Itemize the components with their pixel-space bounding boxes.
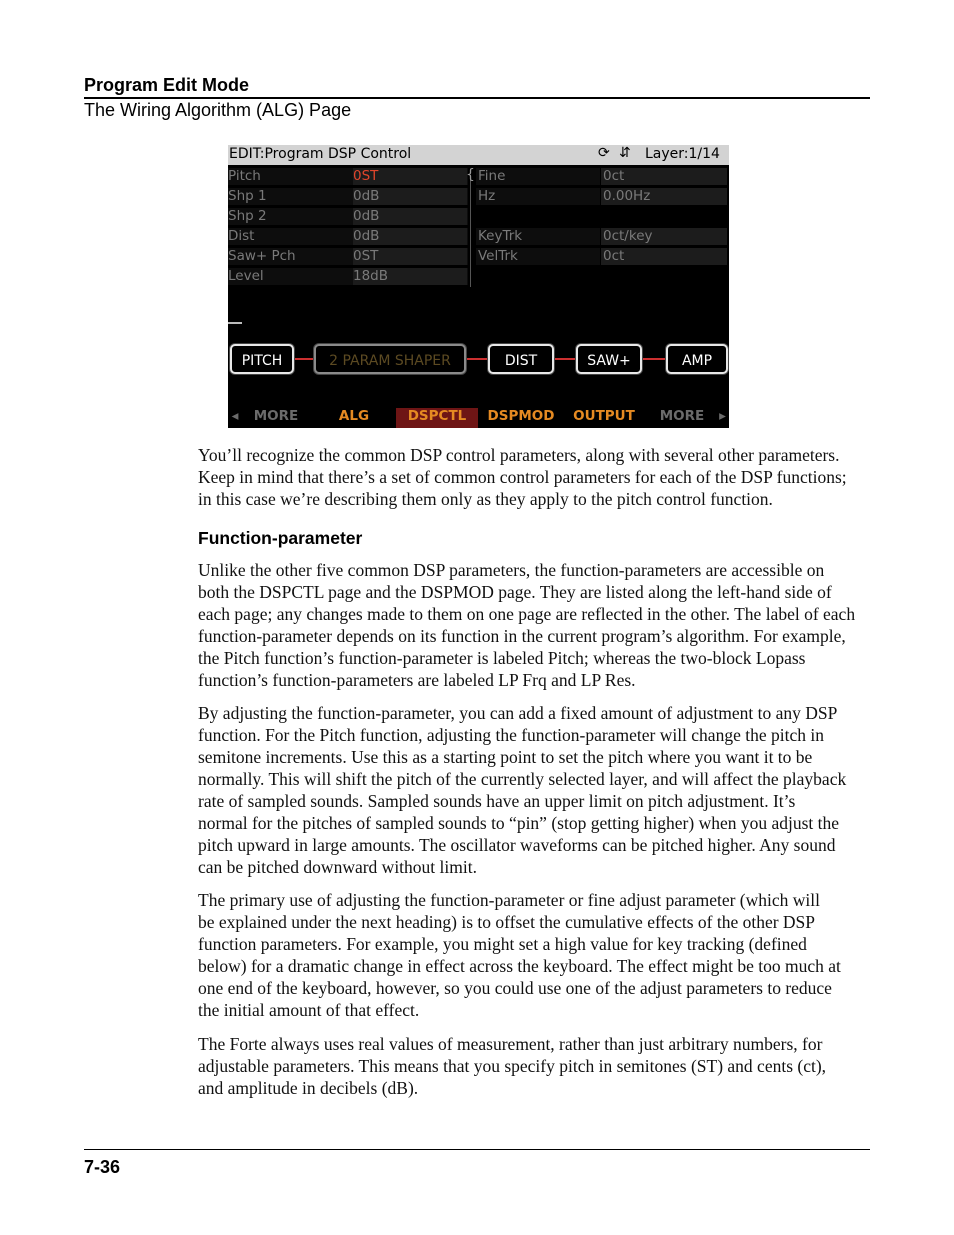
param-label-cell xyxy=(476,168,600,185)
lcd-screen xyxy=(228,145,729,428)
text-line: each page; any changes made to them on one page are reflected in the other. The label of each xyxy=(198,604,856,624)
text-line: normal for the pitches of sampled sounds to “pin” (stop getting higher) when you adjust the xyxy=(198,813,840,833)
softkey-alg[interactable]: ALG xyxy=(338,408,370,424)
text-line: one end of the keyboard, however, so you could use one of the adjust parameters to reduce xyxy=(198,978,832,998)
text-line: adjustable parameters. This means that you specify pitch in semitones (ST) and cents (ct), xyxy=(198,1056,827,1076)
paragraph xyxy=(198,702,874,878)
screen-title-bar xyxy=(228,145,729,165)
param-value: 0dB xyxy=(353,208,380,224)
footer-rule xyxy=(84,1149,870,1150)
text-line: Keep in mind that there’s a set of common control parameters for each of the DSP functions; xyxy=(198,467,847,487)
left-arrow-icon: ◂ xyxy=(231,408,239,424)
text-line: function-parameter depends on its function in the current program’s algorithm. For example, xyxy=(198,626,846,646)
param-row[interactable] xyxy=(228,208,729,226)
text-line: below) for a dramatic change in effect across the keyboard. The effect might be too much at xyxy=(198,956,841,976)
param-value: 0.00Hz xyxy=(603,188,651,204)
param-value: 0dB xyxy=(353,188,380,204)
header-rule xyxy=(84,97,870,99)
signal-wire xyxy=(466,358,488,360)
text-line: semitone increments. Use this as a starting point to set the pitch where you want it to be xyxy=(198,747,813,767)
softkey-dspctl[interactable]: DSPCTL xyxy=(396,408,478,428)
text-line: function’s function-parameters are labeled LP Frq and LP Res. xyxy=(198,670,636,690)
text-line: and amplitude in decibels (dB). xyxy=(198,1078,419,1098)
param-value-cell[interactable] xyxy=(601,228,727,245)
text-line: both the DSPCTL page and the DSPMOD page. They are listed along the left-hand side of xyxy=(198,582,832,602)
text-line: By adjusting the function-parameter, you can add a fixed amount of adjustment to any DSP xyxy=(198,703,838,723)
param-label: VelTrk xyxy=(478,248,518,264)
param-label: Shp 2 xyxy=(228,208,267,224)
param-row[interactable] xyxy=(228,188,729,206)
param-value-cell[interactable] xyxy=(601,168,727,185)
refresh-icon: ⟳ xyxy=(598,145,610,161)
param-value: 0ST xyxy=(353,168,379,184)
text-line: function parameters. For example, you might set a high value for key tracking (defined xyxy=(198,934,807,954)
param-label-cell xyxy=(476,228,600,245)
softkey-dspmod[interactable]: DSPMOD xyxy=(487,408,555,424)
page-number: 7-36 xyxy=(84,1157,121,1177)
param-value-cell[interactable] xyxy=(353,188,467,205)
param-label: Hz xyxy=(478,188,496,204)
param-label: Saw+ Pch xyxy=(228,248,296,264)
block-amp[interactable]: AMP xyxy=(666,344,728,374)
block-2-param-shaper[interactable]: 2 PARAM SHAPER xyxy=(314,344,466,374)
signal-wire xyxy=(642,358,666,360)
param-value-cell[interactable] xyxy=(353,248,467,265)
param-row[interactable] xyxy=(228,168,729,186)
param-row[interactable] xyxy=(228,248,729,266)
signal-wire xyxy=(554,358,576,360)
section-title: Program Edit Mode xyxy=(84,75,250,95)
layer-indicator: Layer:1/14 xyxy=(645,146,720,162)
param-value-cell[interactable] xyxy=(601,248,727,265)
softkey-more-left[interactable]: MORE xyxy=(253,408,299,424)
block-saw-plus[interactable]: SAW+ xyxy=(576,344,642,374)
page-subtitle: The Wiring Algorithm (ALG) Page xyxy=(84,100,352,120)
param-value-cell[interactable] xyxy=(353,208,467,225)
softkey-bar xyxy=(228,408,729,428)
block-dist[interactable]: DIST xyxy=(488,344,554,374)
param-value-cell[interactable] xyxy=(353,168,467,185)
param-label: Dist xyxy=(228,228,255,244)
param-row[interactable] xyxy=(228,228,729,246)
brace-icon: { xyxy=(466,167,475,183)
text-line: The primary use of adjusting the function-parameter or fine adjust parameter (which will xyxy=(198,890,821,910)
param-row[interactable] xyxy=(228,268,729,286)
softkey-more-right[interactable]: MORE xyxy=(659,408,705,424)
column-divider xyxy=(470,175,471,287)
param-label: Shp 1 xyxy=(228,188,267,204)
param-label: Fine xyxy=(478,168,506,184)
text-line: in this case we’re describing them only as they apply to the pitch control function. xyxy=(198,489,773,509)
param-value-cell[interactable] xyxy=(601,188,727,205)
text-line: normally. This will shift the pitch of the currently selected layer, and will affect the playback xyxy=(198,769,847,789)
param-label: Pitch xyxy=(228,168,261,184)
screen-title: EDIT:Program DSP Control xyxy=(229,146,412,162)
compare-icon: ⇵ xyxy=(619,145,631,161)
text-line: can be pitched downward without limit. xyxy=(198,857,477,877)
text-line: pitch upward in large amounts. The oscillator waveforms can be pitched higher. Any sound xyxy=(198,835,836,855)
text-line: the Pitch function’s function-parameter is labeled Pitch; whereas the two-block Lopass xyxy=(198,648,806,668)
param-value-cell[interactable] xyxy=(353,228,467,245)
param-value: 0ct/key xyxy=(603,228,653,244)
softkey-output[interactable]: OUTPUT xyxy=(573,408,635,424)
section-heading: Function-parameter xyxy=(198,528,363,548)
param-value: 18dB xyxy=(353,268,389,284)
block-pitch[interactable]: PITCH xyxy=(230,344,294,374)
param-label-cell xyxy=(476,188,600,205)
text-line: be explained under the next heading) is to offset the cumulative effects of the other DSP xyxy=(198,912,816,932)
signal-wire xyxy=(294,358,314,360)
text-line: You’ll recognize the common DSP control parameters, along with several other parameters. xyxy=(198,445,840,465)
text-line: the initial amount of that effect. xyxy=(198,1000,420,1020)
param-value: 0ct xyxy=(603,248,625,264)
param-value: 0dB xyxy=(353,228,380,244)
param-value: 0ST xyxy=(353,248,379,264)
text-line: The Forte always uses real values of measurement, rather than just arbitrary numbers, for xyxy=(198,1034,823,1054)
param-value: 0ct xyxy=(603,168,625,184)
param-label: Level xyxy=(228,268,264,284)
param-label-cell xyxy=(476,248,600,265)
paragraph xyxy=(198,889,874,1021)
paragraph xyxy=(198,444,874,510)
paragraph xyxy=(198,1033,874,1099)
paragraph xyxy=(198,559,874,691)
text-line: function. For the Pitch function, adjusting the function-parameter will change the pitch in xyxy=(198,725,824,745)
param-label: KeyTrk xyxy=(478,228,523,244)
cursor-dash xyxy=(228,322,242,324)
right-arrow-icon: ▸ xyxy=(719,408,726,424)
param-value-cell[interactable] xyxy=(353,268,467,285)
text-line: rate of sampled sounds. Sampled sounds have an upper limit on pitch adjustment. It’s xyxy=(198,791,796,811)
text-line: Unlike the other five common DSP parameters, the function-parameters are accessible on xyxy=(198,560,825,580)
